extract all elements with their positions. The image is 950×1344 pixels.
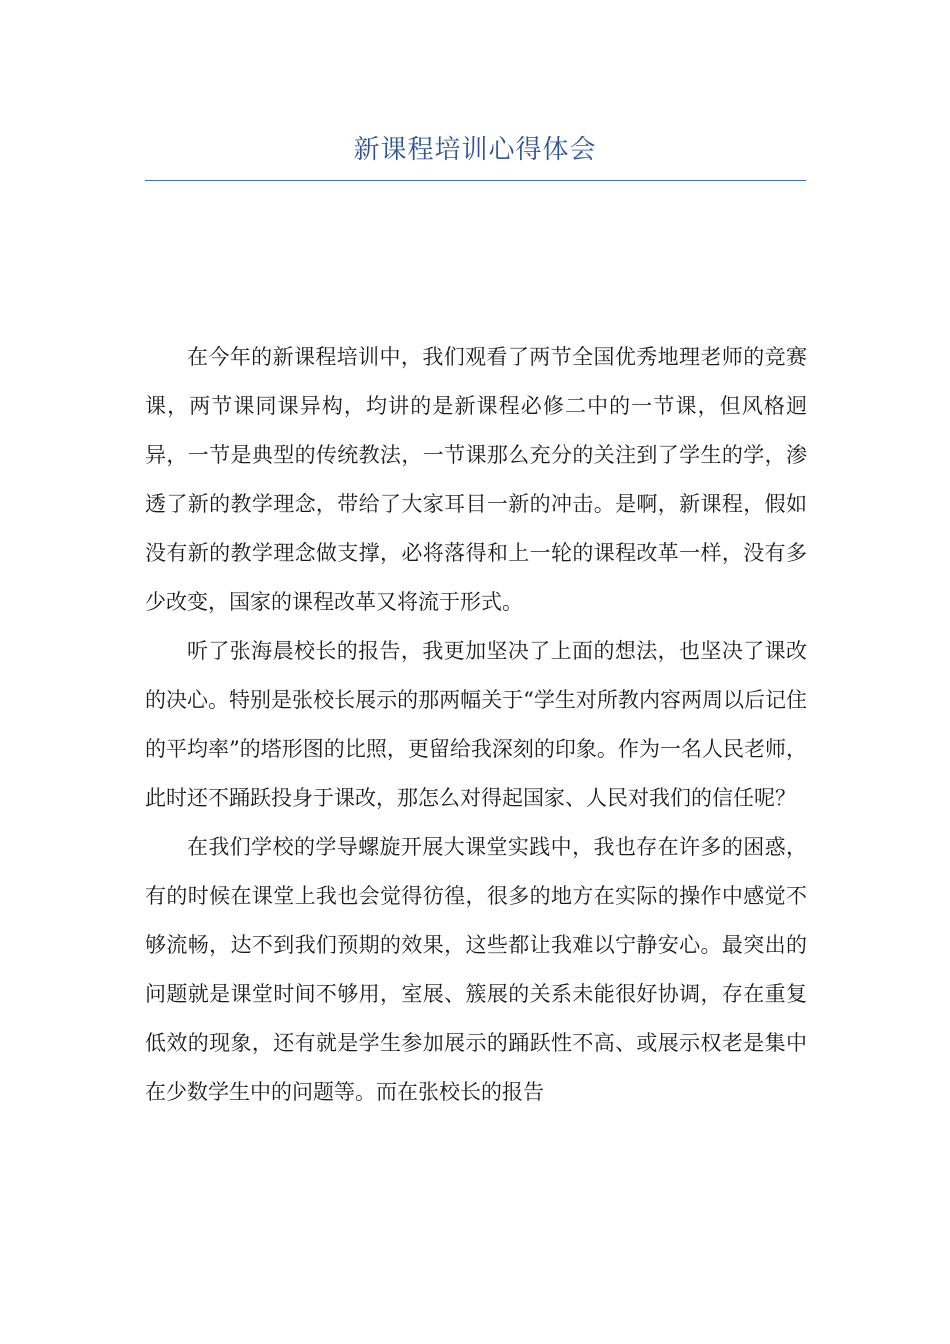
document-title: 新课程培训心得体会 — [353, 135, 597, 165]
document-body — [145, 333, 807, 1117]
paragraph-2: 听了张海晨校长的报告，我更加坚决了上面的想法，也坚决了课改的决心。特别是张校长展示的那两幅关于“学生对所教内容两周以后记住的平均率”的塔形图的比照，更留给我深刻的印象。作为一名人民老师，此时还不踊跃投身于课改，那怎么对得起国家、人民对我们的信任呢？ — [145, 639, 807, 810]
paragraph-1: 在今年的新课程培训中，我们观看了两节全国优秀地理老师的竞赛课，两节课同课异构，均讲的是新课程必修二中的一节课，但风格迥异，一节是典型的传统教法，一节课那么充分的关注到了学生的学，渗透了新的教学理念，带给了大家耳目一新的冲击。是啊，新课程，假如没有新的教学理念做支撑，必将落得和上一轮的课程改革一样，没有多少改变，国家的课程改革又将流于形式。 — [145, 345, 807, 614]
paragraph-3: 在我们学校的学导螺旋开展大课堂实践中，我也存在许多的困惑，有的时候在课堂上我也会觉得彷徨，很多的地方在实际的操作中感觉不够流畅，达不到我们预期的效果，这些都让我难以宁静安心。最突出的问题就是课堂时间不够用，室展、簇展的关系未能很好协调，存在重复低效的现象，还有就是学生参加展示的踊跃性不高、或展示权老是集中在少数学生中的问题等。而在张校长的报告 — [145, 835, 807, 1104]
title-underline — [145, 180, 806, 181]
